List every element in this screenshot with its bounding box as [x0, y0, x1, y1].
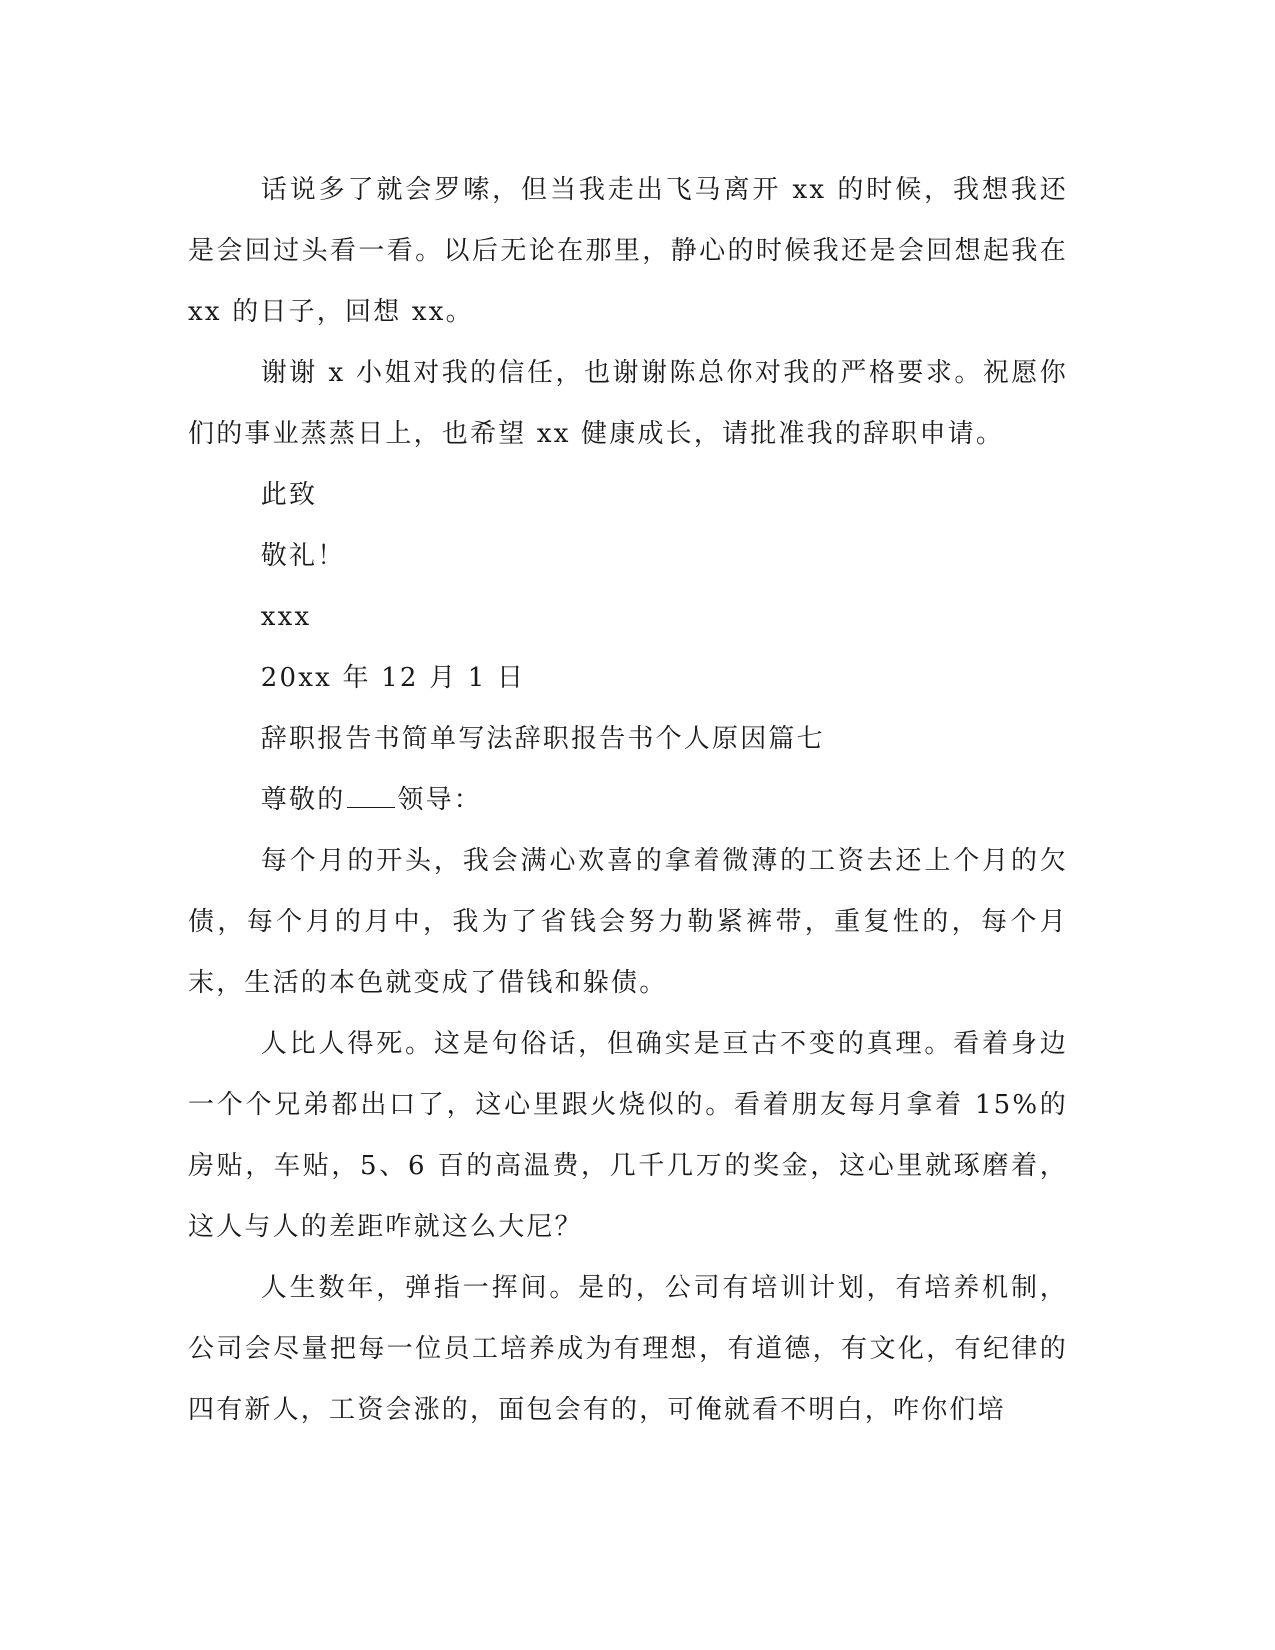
paragraph-closing-thoughts: 话说多了就会罗嗦，但当我走出飞马离开 xx 的时候，我想我还是会回过头看一看。以后无论在那里，静心的时候我还是会回想起我在 xx 的日子，回想 xx。 [188, 175, 1068, 327]
paragraph-thanks: 谢谢 x 小姐对我的信任，也谢谢陈总你对我的严格要求。祝愿你们的事业蒸蒸日上，也希望 xx 健康成长，请批准我的辞职申请。 [188, 358, 1068, 449]
paragraph-comparison: 人比人得死。这是句俗话，但确实是亘古不变的真理。看着身边一个个兄弟都出口了，这心里跟火烧似的。看着朋友每月拿着 15%的房贴，车贴，5、6 百的高温费，几千几万的奖金，这心里就琢磨着，这人与人的差距咋就这么大尼？ [188, 1029, 1068, 1242]
closing-jingli: 敬礼！ [260, 541, 346, 571]
paragraph-monthly-debt: 每个月的开头，我会满心欢喜的拿着微薄的工资去还上个月的欠债，每个月的月中，我为了省钱会努力勒紧裤带，重复性的，每个月末，生活的本色就变成了借钱和躲债。 [188, 846, 1068, 998]
signature-name: xxx [260, 602, 312, 632]
salutation-blank [347, 783, 395, 808]
signature-date: 20xx 年 12 月 1 日 [260, 663, 526, 693]
salutation-suffix: 领导： [397, 785, 483, 815]
closing-cizhi: 此致 [260, 480, 318, 510]
paragraph-training: 人生数年，弹指一挥间。是的，公司有培训计划，有培养机制，公司会尽量把每一位员工培养成为有理想，有道德，有文化，有纪律的四有新人，工资会涨的，面包会有的，可俺就看不明白，咋你们培 [188, 1273, 1068, 1425]
document-page [188, 160, 1068, 1441]
salutation-prefix: 尊敬的 [260, 785, 346, 815]
salutation [188, 770, 1068, 831]
section-title: 辞职报告书简单写法辞职报告书个人原因篇七 [260, 724, 825, 754]
